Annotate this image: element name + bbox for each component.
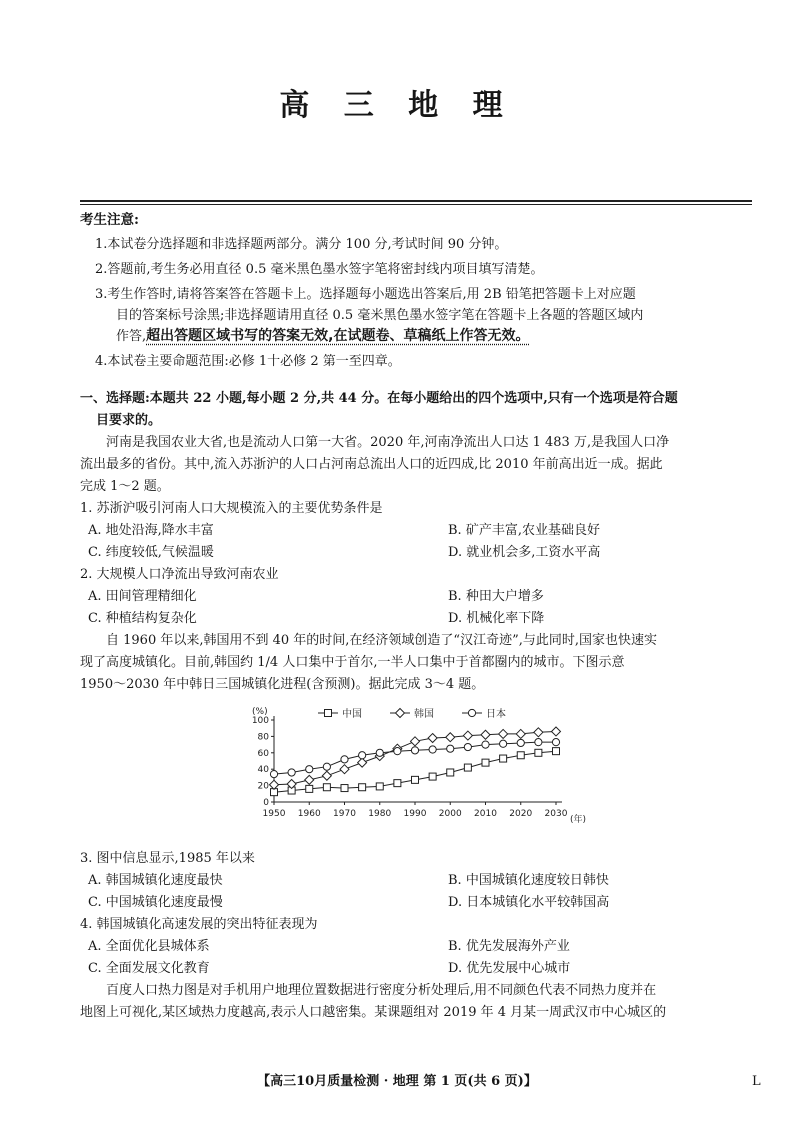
option-a[interactable]: A. 全面优化县城体系 bbox=[88, 939, 210, 954]
japan-point bbox=[482, 741, 489, 748]
japan-point bbox=[411, 747, 418, 754]
header-rule-thin bbox=[80, 204, 752, 205]
x-tick-label: 2000 bbox=[438, 809, 462, 819]
y-tick-label: 60 bbox=[257, 748, 269, 759]
option-c[interactable]: C. 种植结构复杂化 bbox=[88, 611, 197, 626]
question-1-stem: 1. 苏浙沪吸引河南人口大规模流入的主要优势条件是 bbox=[80, 501, 383, 516]
japan-point bbox=[288, 769, 295, 776]
china-point bbox=[394, 780, 401, 787]
korea-point bbox=[358, 758, 367, 767]
china-line bbox=[274, 751, 556, 792]
china-point bbox=[306, 785, 313, 792]
korea-point bbox=[428, 734, 437, 743]
china-point bbox=[376, 783, 383, 790]
japan-point bbox=[535, 739, 542, 746]
japan-point bbox=[500, 740, 507, 747]
question-2-options-row bbox=[80, 586, 756, 608]
option-d[interactable]: D. 机械化率下降 bbox=[448, 611, 545, 626]
japan-point bbox=[464, 743, 471, 750]
page-footer: 【高三10月质量检测 · 地理 第 1 页(共 6 页)】 bbox=[257, 1074, 537, 1089]
question-2-options-row bbox=[80, 608, 756, 630]
legend-korea-label: 韩国 bbox=[414, 709, 434, 720]
korea-point bbox=[499, 729, 508, 738]
passage-line: 现了高度城镇化。目前,韩国约 1/4 人口集中于首尔,一半人口集中于首都圈内的城市。下图示意 bbox=[80, 655, 625, 670]
x-tick-label: 1980 bbox=[368, 809, 392, 819]
notice-item-lead: 作答, bbox=[116, 329, 147, 344]
korea-point bbox=[481, 730, 490, 739]
option-c[interactable]: C. 纬度较低,气候温暖 bbox=[88, 545, 214, 560]
option-c[interactable]: C. 全面发展文化教育 bbox=[88, 961, 210, 976]
passage-line: 流出最多的省份。其中,流入苏浙沪的人口占河南总流出人口的近四成,比 2010 年前高出近一成。据此 bbox=[80, 457, 663, 472]
y-tick-label: 0 bbox=[263, 798, 269, 808]
passage-line: 1950～2030 年中韩日三国城镇化进程(含预测)。据此完成 3～4 题。 bbox=[80, 677, 485, 692]
question-4-options-row bbox=[80, 936, 756, 958]
notice-item: 4.本试卷主要命题范围:必修 1十必修 2 第一至四章。 bbox=[95, 354, 401, 369]
option-d[interactable]: D. 优先发展中心城市 bbox=[448, 961, 571, 976]
y-tick-label: 20 bbox=[257, 781, 269, 792]
x-tick-label: 1970 bbox=[333, 809, 356, 819]
korea-point bbox=[305, 775, 314, 784]
option-a[interactable]: A. 韩国城镇化速度最快 bbox=[88, 873, 223, 888]
notice-emphasis: 超出答题区域书写的答案无效,在试题卷、草稿纸上作答无效。 bbox=[146, 328, 530, 344]
passage-line: 地图上可视化,某区域热力度越高,表示人口越密集。某课题组对 2019 年 4 月某一周武汉市中心城区的 bbox=[80, 1005, 667, 1020]
china-point bbox=[359, 784, 366, 791]
question-4-stem: 4. 韩国城镇化高速发展的突出特征表现为 bbox=[80, 917, 318, 932]
japan-point bbox=[552, 739, 559, 746]
notice-item: 3.考生作答时,请将答案答在答题卡上。选择题每小题选出答案后,用 2B 铅笔把答题卡上对应题 bbox=[95, 287, 636, 302]
option-b[interactable]: B. 优先发展海外产业 bbox=[448, 939, 570, 954]
option-c[interactable]: C. 中国城镇化速度最慢 bbox=[88, 895, 223, 910]
section-heading bbox=[80, 388, 756, 432]
question-3-options-row bbox=[80, 892, 756, 914]
china-point bbox=[429, 773, 436, 780]
page-title: 高 三 地 理 bbox=[279, 88, 515, 123]
option-b[interactable]: B. 种田大户增多 bbox=[448, 589, 544, 604]
option-d[interactable]: D. 就业机会多,工资水平高 bbox=[448, 545, 601, 560]
x-tick-label: 1960 bbox=[297, 809, 321, 819]
urbanization-chart-svg bbox=[244, 706, 616, 828]
japan-point bbox=[323, 763, 330, 770]
passage-line: 百度人口热力图是对手机用户地理位置数据进行密度分析处理后,用不同颜色代表不同热力度并在 bbox=[106, 983, 657, 998]
question-block-1-2 bbox=[80, 432, 756, 696]
header-rule bbox=[80, 200, 752, 202]
china-point bbox=[325, 710, 332, 717]
x-tick-label: 2010 bbox=[474, 809, 497, 819]
japan-point bbox=[341, 756, 348, 763]
korea-point bbox=[411, 737, 420, 746]
notice-list bbox=[95, 234, 755, 376]
section-heading-line: 目要求的。 bbox=[96, 413, 162, 428]
legend-japan-label: 日本 bbox=[486, 709, 506, 720]
korea-point bbox=[340, 765, 349, 774]
section-heading-line: 一、选择题:本题共 22 小题,每小题 2 分,共 44 分。在每小题给出的四个选项中,只有一个选项是符合题 bbox=[80, 391, 678, 406]
notice-item bbox=[95, 326, 755, 347]
japan-point bbox=[468, 709, 475, 716]
japan-point bbox=[447, 745, 454, 752]
question-3-options-row bbox=[80, 870, 756, 892]
x-tick-label: 2030 bbox=[544, 809, 568, 819]
korea-point bbox=[396, 709, 405, 718]
option-a[interactable]: A. 田间管理精细化 bbox=[88, 589, 197, 604]
japan-point bbox=[376, 749, 383, 756]
korea-point bbox=[270, 780, 279, 789]
notice-heading: 考生注意: bbox=[80, 212, 139, 228]
korea-point bbox=[463, 731, 472, 740]
question-1-options-row bbox=[80, 520, 756, 542]
question-3-stem: 3. 图中信息显示,1985 年以来 bbox=[80, 851, 255, 866]
china-point bbox=[553, 748, 560, 755]
y-axis-label: (%) bbox=[252, 707, 268, 717]
x-tick-label: 1990 bbox=[403, 809, 427, 819]
china-point bbox=[323, 784, 330, 791]
x-tick-label: 1950 bbox=[262, 809, 286, 819]
korea-point bbox=[552, 727, 561, 736]
x-axis-label: (年) bbox=[570, 815, 587, 825]
korea-point bbox=[516, 729, 525, 738]
japan-point bbox=[517, 739, 524, 746]
question-4-options-row bbox=[80, 958, 756, 980]
china-point bbox=[341, 785, 348, 792]
question-block-3-4 bbox=[80, 848, 756, 1024]
y-tick-label: 40 bbox=[257, 765, 269, 776]
x-tick-label: 2020 bbox=[509, 809, 533, 819]
china-point bbox=[500, 755, 507, 762]
passage-line: 河南是我国农业大省,也是流动人口第一大省。2020 年,河南净流出人口达 1 483 万,是我国人口净 bbox=[106, 435, 670, 450]
option-a[interactable]: A. 地处沿海,降水丰富 bbox=[88, 523, 214, 538]
passage-line: 自 1960 年以来,韩国用不到 40 年的时间,在经济领域创造了“汉江奇迹”,与此同时,国家也快速实 bbox=[106, 633, 657, 648]
korea-point bbox=[534, 728, 543, 737]
notice-item: 1.本试卷分选择题和非选择题两部分。满分 100 分,考试时间 90 分钟。 bbox=[95, 237, 508, 252]
notice-item: 2.答题前,考生务必用直径 0.5 毫米黑色墨水签字笔将密封线内项目填写清楚。 bbox=[95, 262, 544, 277]
japan-point bbox=[359, 752, 366, 759]
china-point bbox=[482, 759, 489, 766]
japan-point bbox=[429, 746, 436, 753]
korea-point bbox=[322, 771, 331, 780]
china-point bbox=[535, 749, 542, 756]
option-b[interactable]: B. 矿产丰富,农业基础良好 bbox=[448, 523, 600, 538]
urbanization-chart bbox=[244, 706, 616, 828]
notice-item: 目的答案标号涂黑;非选择题请用直径 0.5 毫米黑色墨水签字笔在答题卡上各题的答题区域内 bbox=[116, 308, 644, 323]
question-2-stem: 2. 大规模人口净流出导致河南农业 bbox=[80, 567, 279, 582]
option-b[interactable]: B. 中国城镇化速度较日韩快 bbox=[448, 873, 609, 888]
japan-point bbox=[306, 766, 313, 773]
y-tick-label: 100 bbox=[251, 716, 269, 726]
china-point bbox=[412, 776, 419, 783]
china-point bbox=[517, 752, 524, 759]
passage-line: 完成 1～2 题。 bbox=[80, 479, 170, 494]
china-point bbox=[447, 769, 454, 776]
y-tick-label: 80 bbox=[257, 732, 269, 743]
china-point bbox=[464, 764, 471, 771]
footer-mark: L bbox=[752, 1074, 761, 1089]
japan-point bbox=[270, 771, 277, 778]
japan-point bbox=[394, 748, 401, 755]
question-1-options-row bbox=[80, 542, 756, 564]
legend-china-label: 中国 bbox=[342, 709, 362, 720]
korea-point bbox=[446, 733, 455, 742]
option-d[interactable]: D. 日本城镇化水平较韩国高 bbox=[448, 895, 610, 910]
